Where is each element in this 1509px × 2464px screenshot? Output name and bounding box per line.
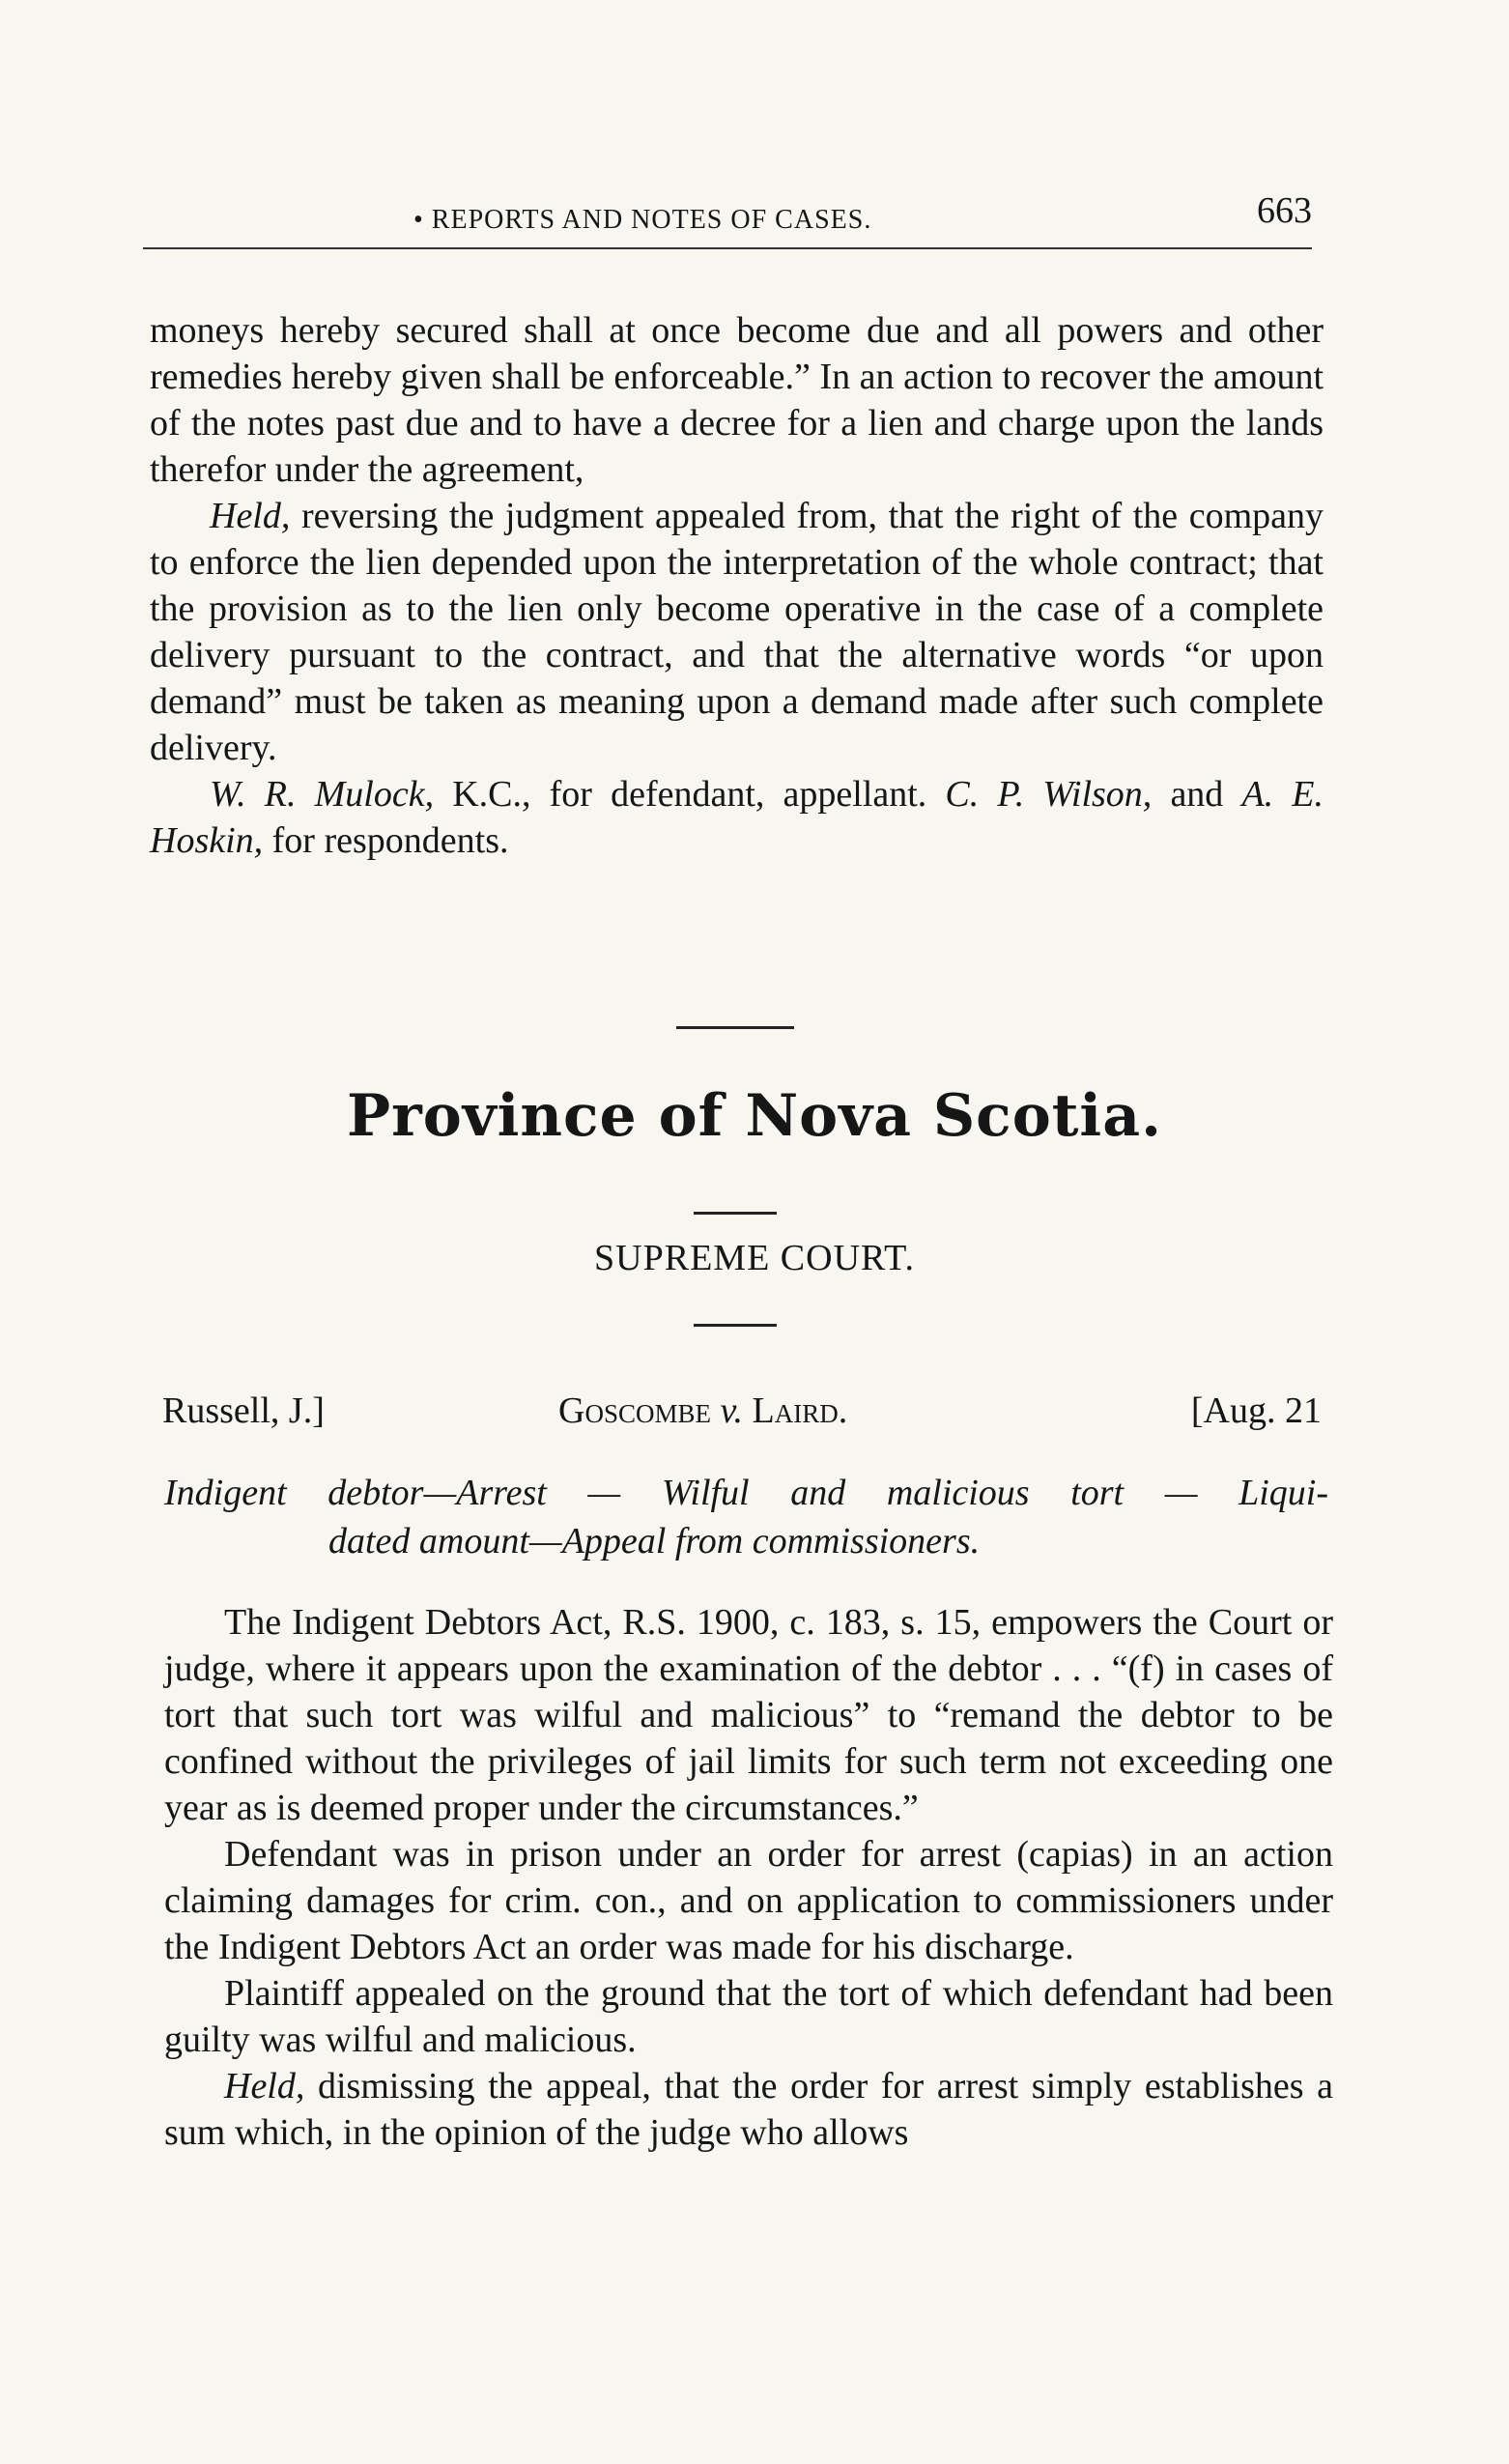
held-text: dismissing the appeal, that the order for arrest simply establishes a sum which, in the opinion of the judge who allows: [164, 2066, 1333, 2153]
case-judge: Russell, J.]: [162, 1390, 325, 1431]
case-versus: v.: [720, 1390, 744, 1431]
section-divider: [694, 1324, 777, 1327]
headnote-line: dated amount—Appeal from commissioners.: [328, 1521, 981, 1561]
held-label: Held,: [210, 496, 291, 536]
counsel-name: W. R. Mulock,: [210, 774, 435, 815]
case1-held-paragraph: [150, 493, 1324, 771]
running-title: • REPORTS AND NOTES OF CASES.: [413, 205, 872, 235]
case2-held-paragraph: [164, 2063, 1333, 2156]
held-text: reversing the judgment appealed from, that the right of the company to enforce the lien depended upon the interpretation of the whole contract; that the provision as to the lien only become operative in the case of a complete delivery pursuant to the contract, and that the alternative words “or upon demand” must be taken as meaning upon a demand made after such complete delivery.: [150, 496, 1324, 768]
section-divider: [676, 1026, 794, 1029]
case2-paragraph: The Indigent Debtors Act, R.S. 1900, c. 183, s. 15, empowers the Court or judge, where it appears upon the examination of the debtor . . . “(f) in cases of tort that such tort was wilful and malicious” to “remand the debtor to be confined without the privileges of jail limits for such term not exceeding one year as is deemed proper under the circumstances.”: [164, 1602, 1333, 1828]
counsel-name: C. P. Wilson,: [945, 774, 1153, 815]
section-divider: [694, 1212, 777, 1215]
running-head: [143, 189, 1312, 249]
held-label: Held,: [224, 2066, 305, 2106]
case2-paragraph: Defendant was in prison under an order for arrest (capias) in an action claiming damages for crim. con., and on application to commissioners under the Indigent Debtors Act an order was made for his discharge.: [164, 1834, 1333, 1967]
case-headnote: [164, 1469, 1328, 1565]
province-heading: Province of Nova Scotia.: [347, 1082, 1162, 1150]
case-caption: [162, 1390, 1322, 1438]
headnote-line: Indigent debtor—Arrest — Wilful and malicious tort — Liqui-: [164, 1473, 1328, 1513]
case-party: Laird.: [752, 1390, 848, 1431]
counsel-name: A. E. Hoskin,: [150, 774, 1324, 861]
case1-text: [150, 307, 1324, 864]
counsel-role: K.C., for defendant, appellant.: [434, 774, 946, 815]
counsel-conjunction: and: [1152, 774, 1242, 815]
case1-paragraph: moneys hereby secured shall at once become due and all powers and other remedies hereby given shall be enforceable.” In an action to recover the amount of the notes past due and to have a decree for a lien and charge upon the lands therefor under the agreement,: [150, 310, 1324, 490]
case-party: Goscombe: [558, 1390, 711, 1431]
court-heading: SUPREME COURT.: [594, 1238, 915, 1278]
page-number: 663: [1257, 190, 1312, 231]
counsel-paragraph: [150, 771, 1324, 864]
counsel-role: for respondents.: [263, 820, 509, 861]
case2-paragraph: Plaintiff appealed on the ground that the tort of which defendant had been guilty was wilful and malicious.: [164, 1973, 1333, 2060]
case-date: [Aug. 21: [1190, 1390, 1322, 1431]
case-name: [558, 1390, 847, 1432]
case2-text: [164, 1599, 1333, 2156]
